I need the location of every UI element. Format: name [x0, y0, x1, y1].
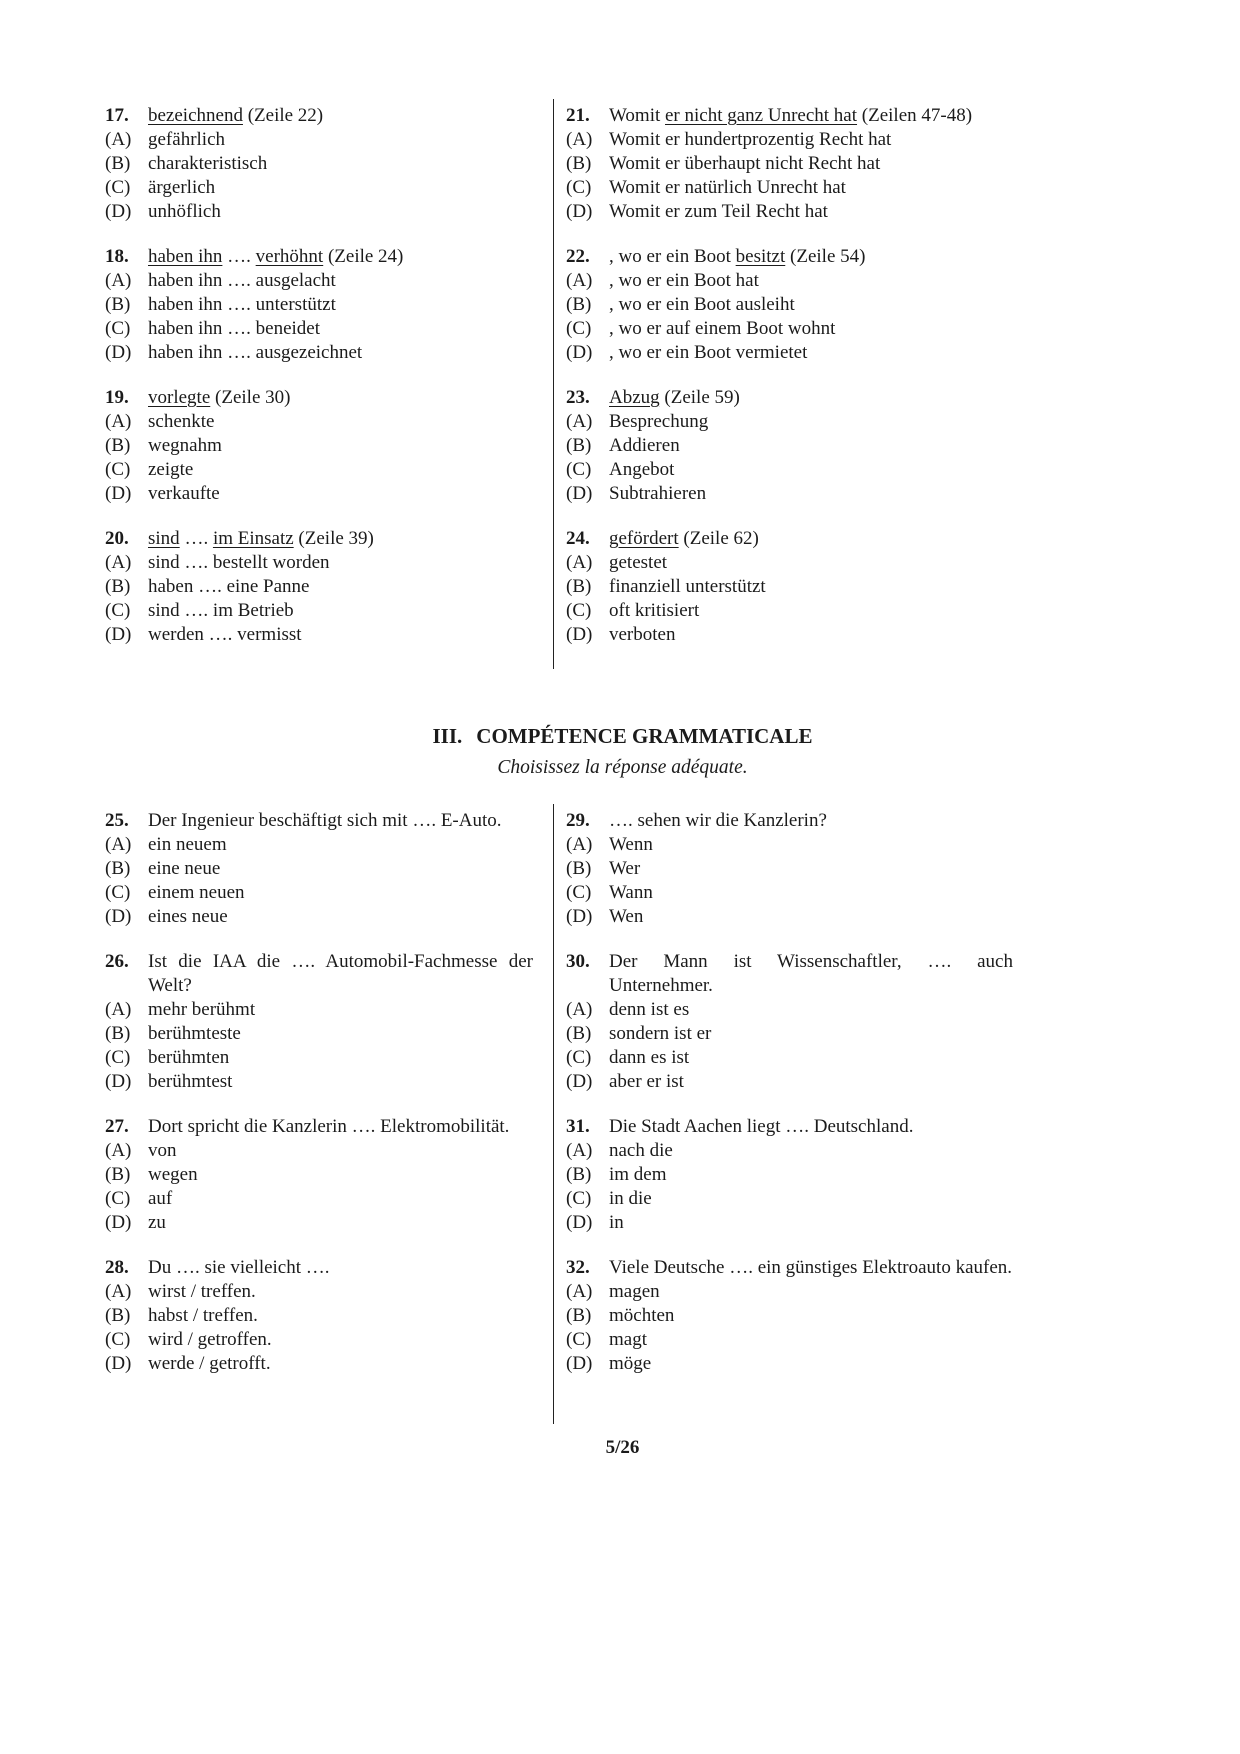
answer-option — [105, 176, 533, 200]
option-text: wirst / treffen. — [148, 1281, 256, 1302]
option-label: (A) — [105, 1281, 132, 1302]
stem-text: , wo er ein Boot — [609, 246, 736, 267]
section-subtitle: Choisissez la réponse adéquate. — [497, 757, 748, 778]
question-stem-line — [105, 1256, 533, 1280]
answer-option — [105, 551, 533, 575]
stem-text: (Zeile 62) — [678, 528, 759, 549]
option-label: (D) — [566, 1212, 593, 1233]
option-text: möchten — [609, 1305, 675, 1326]
question-column-right — [553, 804, 1013, 1424]
option-text: Wen — [609, 906, 644, 927]
question-stem-line — [566, 950, 1013, 998]
stem-text: Du …. sie vielleicht …. — [148, 1257, 330, 1278]
option-text: finanziell unterstützt — [609, 576, 766, 597]
answer-option — [566, 128, 1013, 152]
option-text: auf — [148, 1188, 173, 1209]
option-label: (D) — [566, 483, 593, 504]
option-label: (D) — [105, 201, 132, 222]
answer-option — [566, 1352, 1013, 1376]
option-text: wegnahm — [148, 435, 222, 456]
stem-text: …. sehen wir die Kanzlerin? — [609, 810, 827, 831]
option-text: von — [148, 1140, 177, 1161]
option-text: werde / getrofft. — [148, 1353, 271, 1374]
question — [105, 386, 533, 506]
option-label: (B) — [566, 576, 592, 597]
option-label: (C) — [566, 318, 592, 339]
question — [566, 245, 1013, 365]
option-text: ein neuem — [148, 834, 227, 855]
question-stem — [609, 1256, 1013, 1280]
stem-text: (Zeile 59) — [659, 387, 740, 408]
stem-text: …. — [222, 246, 256, 267]
question-stem-line — [105, 1115, 533, 1139]
answer-option — [566, 1280, 1013, 1304]
option-label: (A) — [566, 552, 593, 573]
underlined-term: sind — [148, 528, 180, 549]
option-text: sind …. im Betrieb — [148, 600, 294, 621]
answer-option — [566, 833, 1013, 857]
option-label: (A) — [566, 1281, 593, 1302]
option-text: in die — [609, 1188, 652, 1209]
option-text: Womit er natürlich Unrecht hat — [609, 177, 846, 198]
question-stem-line — [566, 104, 1013, 128]
question-stem-line — [105, 245, 533, 269]
option-label: (C) — [566, 600, 592, 621]
question-stem-line — [566, 1256, 1013, 1280]
stem-text: (Zeile 24) — [323, 246, 404, 267]
answer-option — [105, 1022, 533, 1046]
question — [105, 104, 533, 224]
answer-option — [566, 482, 1013, 506]
answer-option — [105, 317, 533, 341]
answer-option — [105, 1139, 533, 1163]
question-stem — [148, 104, 533, 128]
option-text: gefährlich — [148, 129, 226, 150]
option-text: Besprechung — [609, 411, 709, 432]
question — [105, 950, 533, 1094]
question-number: 22. — [566, 246, 590, 267]
option-text: Womit er überhaupt nicht Recht hat — [609, 153, 881, 174]
question — [566, 527, 1013, 647]
option-text: Womit er hundertprozentig Recht hat — [609, 129, 892, 150]
answer-option — [566, 269, 1013, 293]
option-label: (C) — [566, 459, 592, 480]
answer-option — [566, 1304, 1013, 1328]
option-label: (D) — [566, 624, 593, 645]
question-stem-line — [566, 527, 1013, 551]
underlined-term: er nicht ganz Unrecht hat — [665, 105, 858, 126]
stem-text: (Zeile 54) — [785, 246, 866, 267]
option-text: haben ihn …. beneidet — [148, 318, 321, 339]
option-text: Addieren — [609, 435, 680, 456]
option-label: (D) — [105, 342, 132, 363]
option-text: sondern ist er — [609, 1023, 712, 1044]
stem-text: (Zeile 30) — [210, 387, 291, 408]
option-text: Wann — [609, 882, 653, 903]
question-number: 21. — [566, 105, 590, 126]
option-label: (A) — [105, 552, 132, 573]
option-text: , wo er ein Boot hat — [609, 270, 759, 291]
question-column-right — [553, 99, 1013, 669]
answer-option — [105, 293, 533, 317]
stem-text: Ist die IAA die …. Automobil-Fachmesse der Welt? — [148, 951, 533, 996]
option-text: zu — [148, 1212, 166, 1233]
option-text: charakteristisch — [148, 153, 268, 174]
option-label: (D) — [105, 1212, 132, 1233]
option-label: (C) — [566, 177, 592, 198]
question-number: 17. — [105, 105, 129, 126]
option-text: schenkte — [148, 411, 215, 432]
question-stem — [148, 1115, 533, 1139]
answer-option — [566, 317, 1013, 341]
question-stem-line — [566, 386, 1013, 410]
option-text: habst / treffen. — [148, 1305, 258, 1326]
answer-option — [566, 434, 1013, 458]
underlined-term: bezeichnend — [148, 105, 243, 126]
option-text: , wo er ein Boot ausleiht — [609, 294, 795, 315]
option-label: (A) — [566, 999, 593, 1020]
answer-option — [105, 905, 533, 929]
option-label: (D) — [566, 1071, 593, 1092]
question-stem — [609, 1115, 1013, 1139]
question-stem — [609, 104, 1013, 128]
stem-text: Die Stadt Aachen liegt …. Deutschland. — [609, 1116, 914, 1137]
answer-option — [566, 857, 1013, 881]
option-label: (D) — [105, 1071, 132, 1092]
answer-option — [105, 1352, 533, 1376]
option-text: unhöflich — [148, 201, 221, 222]
stem-text: Viele Deutsche …. ein günstiges Elektroauto kaufen. — [609, 1257, 1013, 1278]
answer-option — [105, 833, 533, 857]
option-label: (D) — [105, 906, 132, 927]
answer-option — [105, 482, 533, 506]
vocabulary-questions-block — [105, 99, 1140, 669]
option-text: , wo er ein Boot vermietet — [609, 342, 808, 363]
option-label: (C) — [566, 882, 592, 903]
option-label: (A) — [105, 129, 132, 150]
question-number: 19. — [105, 387, 129, 408]
question-stem — [609, 386, 1013, 410]
answer-option — [566, 623, 1013, 647]
underlined-term: haben ihn — [148, 246, 223, 267]
stem-text: (Zeile 39) — [293, 528, 374, 549]
answer-option — [566, 1070, 1013, 1094]
option-label: (B) — [105, 153, 131, 174]
option-label: (C) — [105, 600, 131, 621]
question — [105, 1115, 533, 1235]
option-label: (B) — [105, 1305, 131, 1326]
question — [566, 1115, 1013, 1235]
option-label: (A) — [105, 834, 132, 855]
option-text: im dem — [609, 1164, 667, 1185]
option-label: (C) — [105, 459, 131, 480]
answer-option — [566, 1046, 1013, 1070]
question-number: 32. — [566, 1257, 590, 1278]
question — [566, 386, 1013, 506]
question-stem — [148, 245, 533, 269]
option-text: berühmten — [148, 1047, 230, 1068]
option-label: (B) — [566, 858, 592, 879]
answer-option — [566, 341, 1013, 365]
option-text: in — [609, 1212, 624, 1233]
answer-option — [566, 905, 1013, 929]
answer-option — [566, 1022, 1013, 1046]
option-label: (A) — [566, 1140, 593, 1161]
option-label: (B) — [105, 858, 131, 879]
underlined-term: verhöhnt — [255, 246, 324, 267]
option-label: (C) — [566, 1329, 592, 1350]
option-label: (A) — [105, 270, 132, 291]
answer-option — [105, 1187, 533, 1211]
question-stem — [609, 950, 1013, 998]
answer-option — [105, 575, 533, 599]
question-stem — [148, 527, 533, 551]
question-number: 20. — [105, 528, 129, 549]
option-text: haben ihn …. ausgezeichnet — [148, 342, 363, 363]
option-label: (A) — [105, 1140, 132, 1161]
question-number: 28. — [105, 1257, 129, 1278]
stem-text: Der Mann ist Wissenschaftler, …. auch Unternehmer. — [609, 951, 1013, 996]
question-number: 31. — [566, 1116, 590, 1137]
answer-option — [105, 200, 533, 224]
option-text: haben ihn …. unterstützt — [148, 294, 336, 315]
option-text: wegen — [148, 1164, 198, 1185]
answer-option — [566, 152, 1013, 176]
question-stem-line — [105, 527, 533, 551]
stem-text: (Zeile 22) — [242, 105, 324, 126]
answer-option — [105, 1328, 533, 1352]
answer-option — [566, 1211, 1013, 1235]
question-number: 29. — [566, 810, 590, 831]
question-number: 30. — [566, 951, 590, 972]
option-text: Womit er zum Teil Recht hat — [609, 201, 828, 222]
question — [566, 104, 1013, 224]
option-label: (D) — [566, 342, 593, 363]
answer-option — [566, 1328, 1013, 1352]
option-label: (B) — [566, 153, 592, 174]
question — [105, 527, 533, 647]
answer-option — [105, 881, 533, 905]
option-label: (B) — [566, 294, 592, 315]
option-label: (B) — [105, 1164, 131, 1185]
option-text: dann es ist — [609, 1047, 690, 1068]
question-stem — [609, 245, 1013, 269]
option-text: , wo er auf einem Boot wohnt — [609, 318, 836, 339]
question-stem-line — [566, 809, 1013, 833]
option-label: (B) — [566, 1164, 592, 1185]
answer-option — [566, 176, 1013, 200]
answer-option — [105, 599, 533, 623]
option-text: ärgerlich — [148, 177, 216, 198]
answer-option — [105, 269, 533, 293]
section-header — [105, 723, 1140, 780]
answer-option — [105, 857, 533, 881]
option-label: (A) — [566, 411, 593, 432]
question-stem-line — [105, 104, 533, 128]
option-text: berühmteste — [148, 1023, 241, 1044]
option-label: (B) — [105, 294, 131, 315]
question-stem-line — [566, 1115, 1013, 1139]
answer-option — [566, 881, 1013, 905]
option-text: möge — [609, 1353, 652, 1374]
underlined-term: gefördert — [609, 528, 679, 549]
question-stem-line — [105, 950, 533, 998]
answer-option — [105, 341, 533, 365]
page-footer — [105, 1436, 1140, 1460]
answer-option — [105, 1211, 533, 1235]
option-label: (D) — [105, 624, 132, 645]
option-text: verboten — [609, 624, 676, 645]
option-text: verkaufte — [148, 483, 220, 504]
option-label: (A) — [566, 129, 593, 150]
answer-option — [105, 1304, 533, 1328]
question — [105, 245, 533, 365]
option-label: (C) — [105, 318, 131, 339]
answer-option — [105, 1046, 533, 1070]
section-title — [105, 723, 1140, 750]
option-text: Wenn — [609, 834, 653, 855]
answer-option — [566, 599, 1013, 623]
underlined-term: Abzug — [609, 387, 660, 408]
option-text: Angebot — [609, 459, 675, 480]
question-stem-line — [566, 245, 1013, 269]
question — [566, 809, 1013, 929]
question-stem — [148, 386, 533, 410]
option-text: haben …. eine Panne — [148, 576, 310, 597]
section-title-text: COMPÉTENCE GRAMMATICALE — [476, 724, 813, 748]
grammar-questions-block — [105, 804, 1140, 1424]
question-number: 24. — [566, 528, 590, 549]
option-label: (A) — [566, 834, 593, 855]
option-text: eines neue — [148, 906, 228, 927]
option-label: (B) — [105, 435, 131, 456]
option-label: (D) — [105, 1353, 132, 1374]
option-label: (A) — [105, 411, 132, 432]
answer-option — [566, 410, 1013, 434]
option-text: oft kritisiert — [609, 600, 700, 621]
question-number: 23. — [566, 387, 590, 408]
option-text: magen — [609, 1281, 660, 1302]
answer-option — [105, 998, 533, 1022]
question-number: 26. — [105, 951, 129, 972]
answer-option — [566, 551, 1013, 575]
answer-option — [566, 293, 1013, 317]
answer-option — [105, 152, 533, 176]
page-number: 5/26 — [605, 1437, 640, 1458]
answer-option — [566, 575, 1013, 599]
stem-text: …. — [179, 528, 213, 549]
answer-option — [566, 1187, 1013, 1211]
option-label: (C) — [105, 1047, 131, 1068]
underlined-term: besitzt — [735, 246, 786, 267]
option-text: aber er ist — [609, 1071, 684, 1092]
question — [566, 1256, 1013, 1376]
option-label: (B) — [566, 1305, 592, 1326]
question-stem — [148, 1256, 533, 1280]
answer-option — [566, 200, 1013, 224]
answer-option — [105, 1280, 533, 1304]
option-label: (B) — [566, 435, 592, 456]
option-text: zeigte — [148, 459, 194, 480]
question-column-left — [105, 804, 553, 1424]
question-stem — [609, 527, 1013, 551]
option-text: einem neuen — [148, 882, 245, 903]
answer-option — [566, 998, 1013, 1022]
answer-option — [105, 623, 533, 647]
option-text: magt — [609, 1329, 647, 1350]
answer-option — [105, 1070, 533, 1094]
option-text: nach die — [609, 1140, 673, 1161]
question — [566, 950, 1013, 1094]
question-stem — [609, 809, 1013, 833]
stem-text: (Zeilen 47-48) — [857, 105, 973, 126]
option-label: (C) — [105, 882, 131, 903]
option-text: wird / getroffen. — [148, 1329, 272, 1350]
option-label: (D) — [566, 201, 593, 222]
question-number: 25. — [105, 810, 129, 831]
stem-text: Dort spricht die Kanzlerin …. Elektromobilität. — [148, 1116, 510, 1137]
stem-text: Der Ingenieur beschäftigt sich mit …. E-Auto. — [148, 810, 502, 831]
answer-option — [105, 128, 533, 152]
underlined-term: vorlegte — [148, 387, 211, 408]
option-label: (C) — [105, 1188, 131, 1209]
answer-option — [105, 458, 533, 482]
question-column-left — [105, 99, 553, 669]
option-label: (C) — [566, 1047, 592, 1068]
option-label: (A) — [105, 999, 132, 1020]
question-stem-line — [105, 386, 533, 410]
question-stem — [148, 950, 533, 998]
question-stem-line — [105, 809, 533, 833]
question-stem — [148, 809, 533, 833]
option-text: Subtrahieren — [609, 483, 707, 504]
option-label: (C) — [105, 177, 131, 198]
question — [105, 809, 533, 929]
question-number: 18. — [105, 246, 129, 267]
answer-option — [566, 1139, 1013, 1163]
section-number: III. — [432, 724, 463, 748]
question-number: 27. — [105, 1116, 129, 1137]
answer-option — [105, 434, 533, 458]
option-label: (D) — [566, 1353, 593, 1374]
question — [105, 1256, 533, 1376]
option-text: getestet — [609, 552, 668, 573]
option-text: berühmtest — [148, 1071, 233, 1092]
option-label: (C) — [566, 1188, 592, 1209]
answer-option — [566, 458, 1013, 482]
option-text: sind …. bestellt worden — [148, 552, 330, 573]
option-label: (B) — [105, 576, 131, 597]
option-text: haben ihn …. ausgelacht — [148, 270, 336, 291]
underlined-term: im Einsatz — [212, 528, 294, 549]
option-text: mehr berühmt — [148, 999, 256, 1020]
option-label: (D) — [566, 906, 593, 927]
option-text: denn ist es — [609, 999, 690, 1020]
answer-option — [105, 1163, 533, 1187]
option-label: (B) — [105, 1023, 131, 1044]
answer-option — [105, 410, 533, 434]
option-label: (B) — [566, 1023, 592, 1044]
option-text: eine neue — [148, 858, 221, 879]
option-label: (A) — [566, 270, 593, 291]
option-text: werden …. vermisst — [148, 624, 302, 645]
answer-option — [566, 1163, 1013, 1187]
stem-text: Womit — [609, 105, 665, 126]
option-text: Wer — [609, 858, 641, 879]
option-label: (C) — [105, 1329, 131, 1350]
option-label: (D) — [105, 483, 132, 504]
